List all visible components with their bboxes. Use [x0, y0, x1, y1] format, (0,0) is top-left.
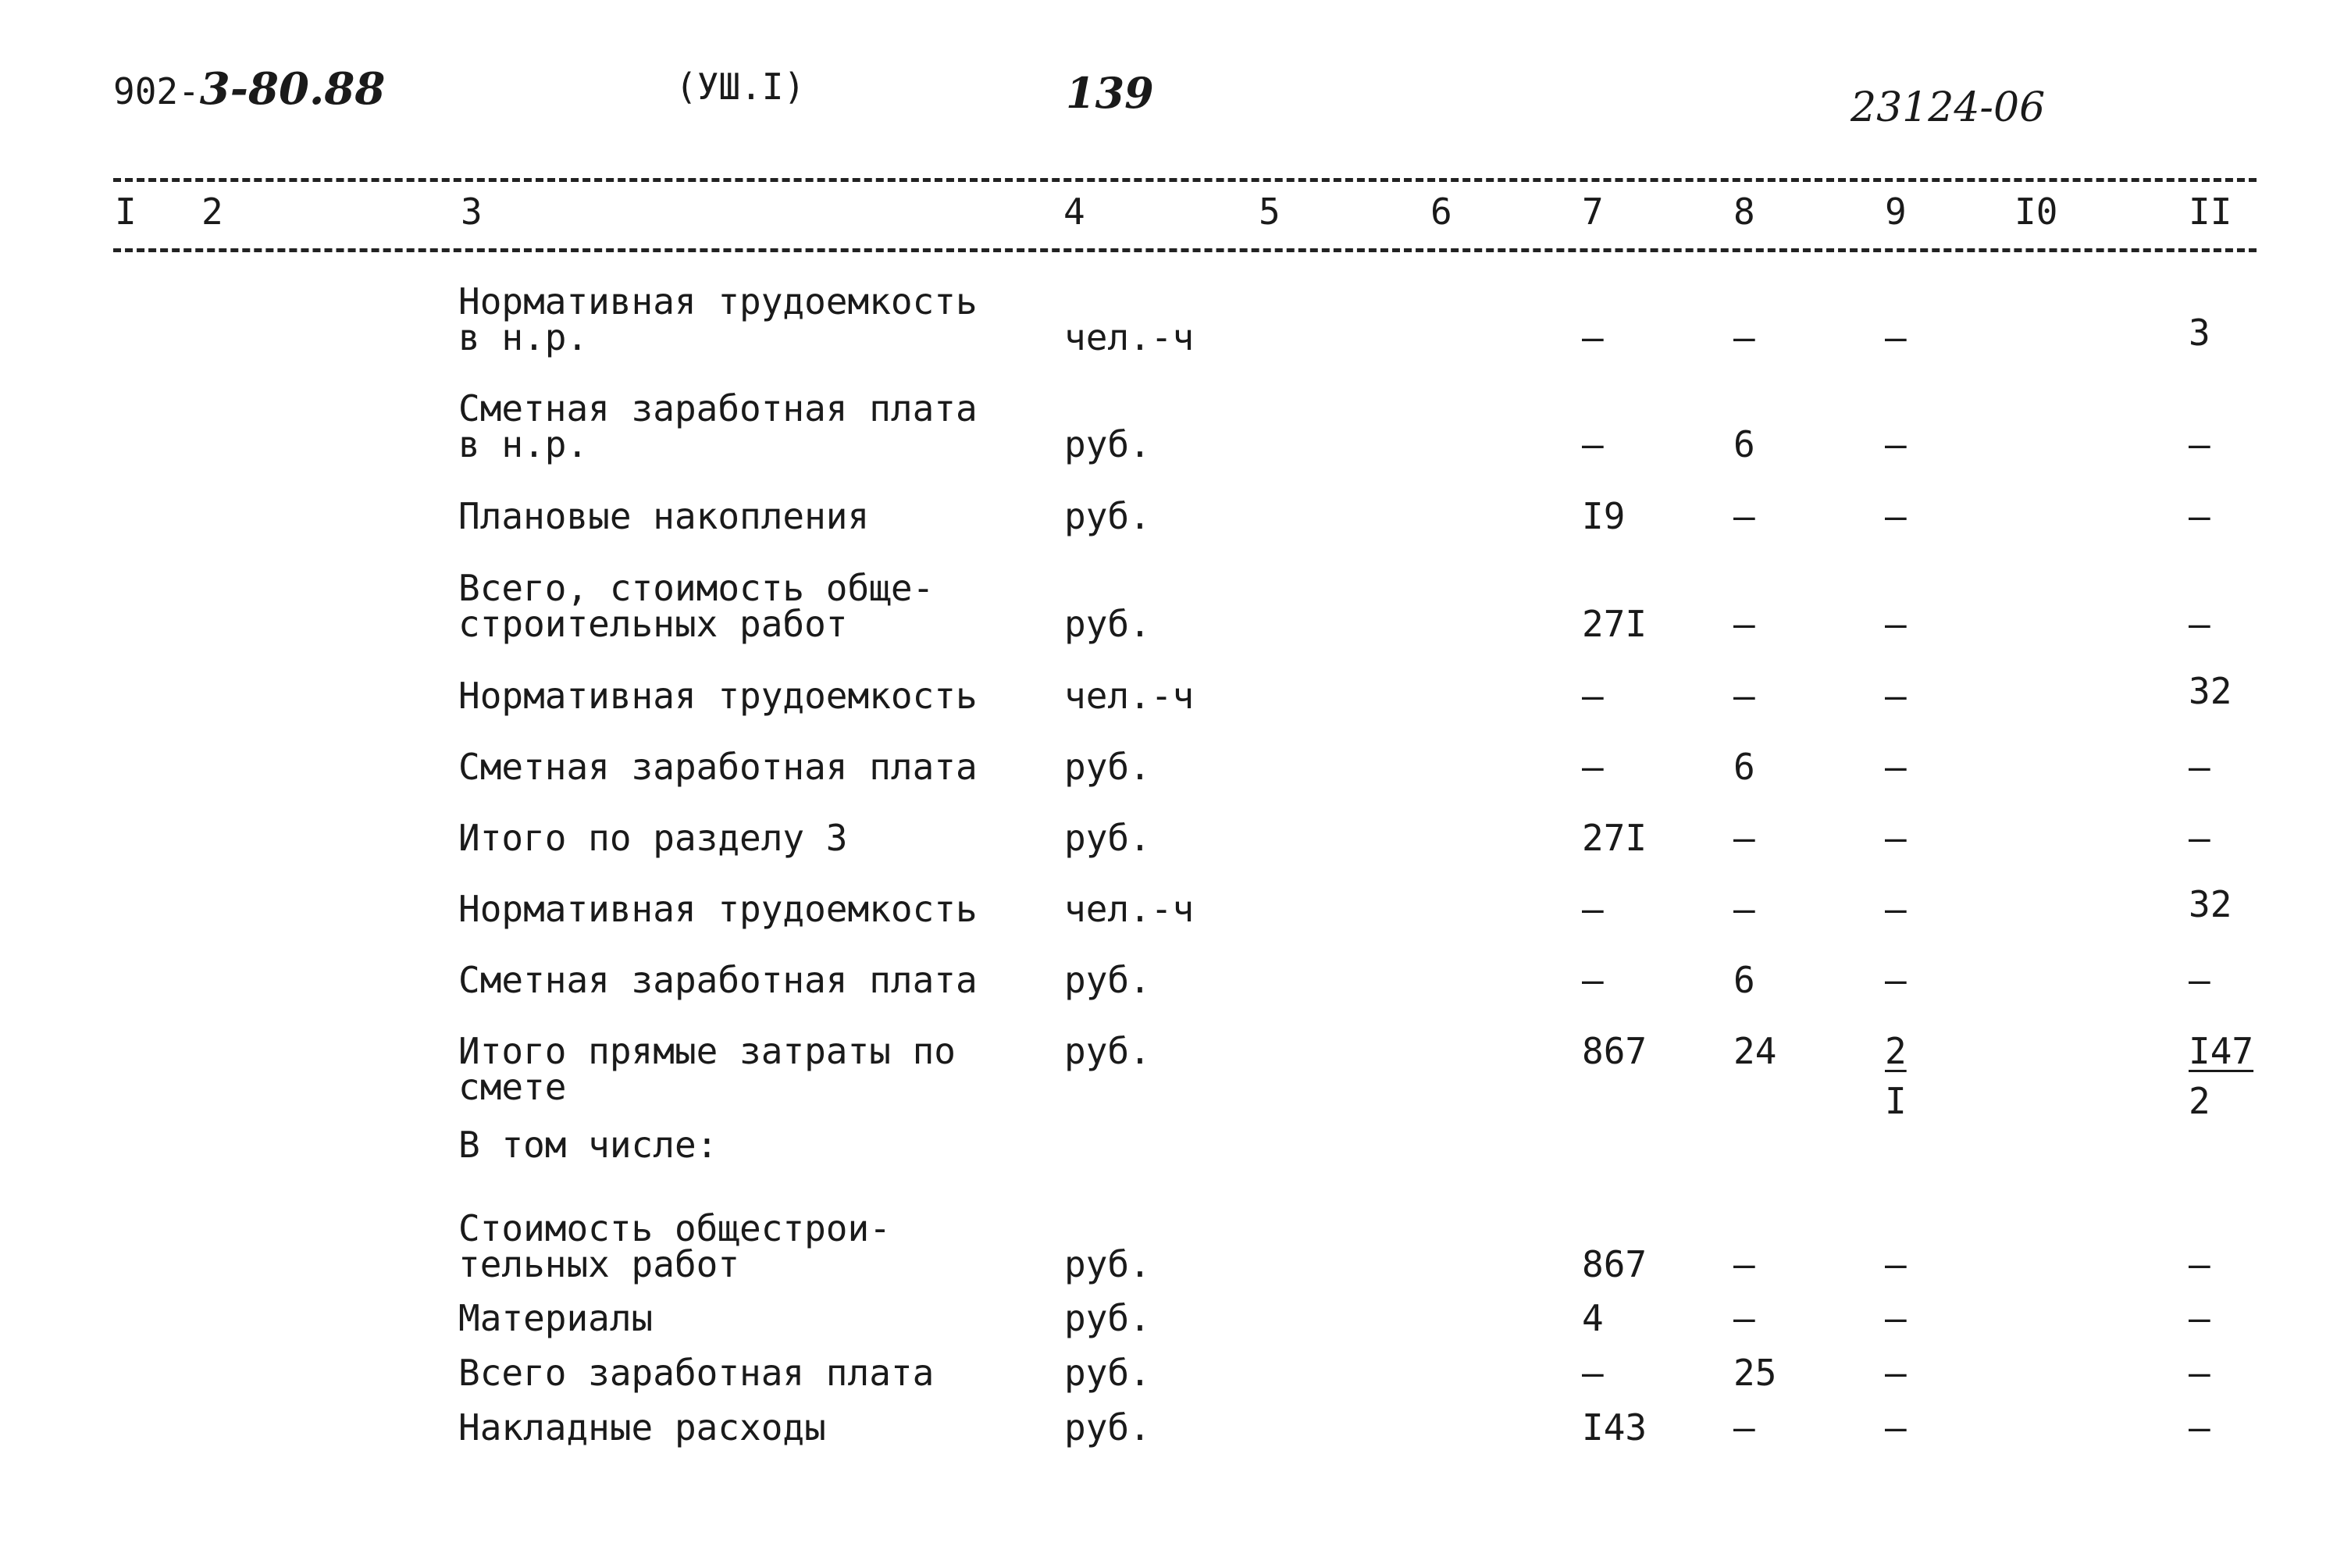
row-label — [458, 280, 978, 358]
column-number-2: 2 — [201, 191, 223, 233]
cell-col9: – — [1885, 1406, 1907, 1449]
cell-col11: – — [2189, 1352, 2210, 1394]
cell-col7: – — [1582, 1352, 1604, 1394]
row-unit: чел.-ч — [1064, 316, 1195, 358]
row-label-line: тельных работ — [458, 1243, 740, 1285]
cell-col7: 867 — [1582, 1243, 1647, 1285]
cell-col9: – — [1885, 817, 1907, 859]
cell-col9-numerator: 2 — [1885, 1030, 1907, 1072]
cell-col8: – — [1733, 675, 1755, 717]
row-unit: руб. — [1064, 746, 1151, 788]
column-number-11: II — [2189, 191, 2232, 233]
cell-col8: 24 — [1733, 1030, 1777, 1072]
row-unit: руб. — [1064, 1297, 1151, 1339]
cell-col8: 6 — [1733, 959, 1755, 1001]
cell-col8: – — [1733, 1406, 1755, 1449]
cell-col11-numerator: I47 — [2189, 1030, 2254, 1072]
cell-col9-denominator: I — [1885, 1080, 1907, 1122]
cell-col9: – — [1885, 1243, 1907, 1285]
cell-col8: 6 — [1733, 746, 1755, 788]
row-label-line: Всего, стоимость обще- — [458, 567, 935, 609]
row-label: Нормативная трудоемкость — [458, 888, 978, 930]
row-label-line: Итого прямые затраты по — [458, 1030, 956, 1072]
page-number: 139 — [1066, 68, 1154, 118]
cell-col7: – — [1582, 959, 1604, 1001]
cell-col9: – — [1885, 888, 1907, 930]
cell-col11: – — [2189, 603, 2210, 645]
header-top-rule — [113, 178, 2257, 182]
cell-col7: I43 — [1582, 1406, 1647, 1449]
cell-col7: 4 — [1582, 1297, 1604, 1339]
cell-col11: 32 — [2189, 883, 2232, 925]
column-number-9: 9 — [1885, 191, 1907, 233]
cell-col11: – — [2189, 1243, 2210, 1285]
row-unit: руб. — [1064, 959, 1151, 1001]
cell-col9: – — [1885, 675, 1907, 717]
row-label — [458, 1030, 956, 1108]
row-label — [458, 387, 978, 465]
row-unit: чел.-ч — [1064, 675, 1195, 717]
cell-col7: – — [1582, 423, 1604, 465]
cell-col11: – — [2189, 959, 2210, 1001]
cell-col8: 25 — [1733, 1352, 1777, 1394]
section-code: (УШ.I) — [675, 66, 806, 108]
row-unit: руб. — [1064, 603, 1151, 645]
column-number-4: 4 — [1063, 191, 1085, 233]
row-label — [458, 1207, 891, 1285]
cell-col11: – — [2189, 817, 2210, 859]
cell-col8: – — [1733, 888, 1755, 930]
header-bottom-rule — [113, 248, 2257, 252]
cell-col7: 27I — [1582, 817, 1647, 859]
row-unit: руб. — [1064, 1030, 1151, 1072]
cell-col9: – — [1885, 423, 1907, 465]
cell-col8: – — [1733, 603, 1755, 645]
row-unit: руб. — [1064, 495, 1151, 537]
row-label: Всего заработная плата — [458, 1352, 935, 1394]
row-label-line: в н.р. — [458, 423, 589, 465]
cell-col8: – — [1733, 1243, 1755, 1285]
cell-col9: – — [1885, 495, 1907, 537]
cell-col7: I9 — [1582, 495, 1626, 537]
cell-col9: – — [1885, 959, 1907, 1001]
cell-col11: – — [2189, 1297, 2210, 1339]
row-unit: руб. — [1064, 1352, 1151, 1394]
column-number-10: I0 — [2014, 191, 2058, 233]
document-number — [113, 63, 386, 115]
cell-col11-denominator: 2 — [2189, 1080, 2210, 1122]
reference-number: 23124-06 — [1851, 84, 2046, 131]
row-unit: руб. — [1064, 1406, 1151, 1449]
row-label-line: Сметная заработная плата — [458, 387, 978, 429]
row-label: Итого по разделу 3 — [458, 817, 848, 859]
row-unit: руб. — [1064, 817, 1151, 859]
column-number-3: 3 — [461, 191, 483, 233]
column-number-5: 5 — [1259, 191, 1281, 233]
column-number-8: 8 — [1733, 191, 1755, 233]
row-label: Сметная заработная плата — [458, 746, 978, 788]
cell-col8: – — [1733, 316, 1755, 358]
cell-col7: 867 — [1582, 1030, 1647, 1072]
row-unit: руб. — [1064, 423, 1151, 465]
cell-col9: – — [1885, 603, 1907, 645]
row-label-line: Стоимость общестрои- — [458, 1207, 891, 1249]
column-number-7: 7 — [1582, 191, 1604, 233]
row-label: Плановые накопления — [458, 495, 870, 537]
cell-col11: 32 — [2189, 670, 2232, 712]
cell-col11: – — [2189, 1406, 2210, 1449]
cell-col8: – — [1733, 817, 1755, 859]
row-label-line: строительных работ — [458, 603, 848, 645]
cell-col9: – — [1885, 746, 1907, 788]
row-label: Сметная заработная плата — [458, 959, 978, 1001]
row-label-line: в н.р. — [458, 316, 589, 358]
cell-col7: – — [1582, 316, 1604, 358]
cell-col11: – — [2189, 423, 2210, 465]
cell-col9: – — [1885, 1352, 1907, 1394]
cell-col8: – — [1733, 1297, 1755, 1339]
document-number-handwritten: 3-80.88 — [199, 63, 386, 115]
cell-col8: 6 — [1733, 423, 1755, 465]
column-number-6: 6 — [1430, 191, 1452, 233]
row-label — [458, 567, 935, 645]
row-label-line: смете — [458, 1066, 567, 1108]
cell-col9: – — [1885, 1297, 1907, 1339]
document-number-prefix: 902- — [113, 70, 200, 112]
row-label: Накладные расходы — [458, 1406, 826, 1449]
row-unit: руб. — [1064, 1243, 1151, 1285]
cell-col11: 3 — [2189, 312, 2210, 354]
cell-col11: – — [2189, 495, 2210, 537]
cell-col7: – — [1582, 746, 1604, 788]
row-label: В том числе: — [458, 1124, 718, 1166]
cell-col9: – — [1885, 316, 1907, 358]
cell-col8: – — [1733, 495, 1755, 537]
row-label-line: Нормативная трудоемкость — [458, 280, 978, 323]
row-label: Нормативная трудоемкость — [458, 675, 978, 717]
column-number-1: I — [115, 191, 137, 233]
cell-col7: 27I — [1582, 603, 1647, 645]
row-label: Материалы — [458, 1297, 654, 1339]
row-unit: чел.-ч — [1064, 888, 1195, 930]
cell-col11: – — [2189, 746, 2210, 788]
cell-col7: – — [1582, 675, 1604, 717]
cell-col7: – — [1582, 888, 1604, 930]
